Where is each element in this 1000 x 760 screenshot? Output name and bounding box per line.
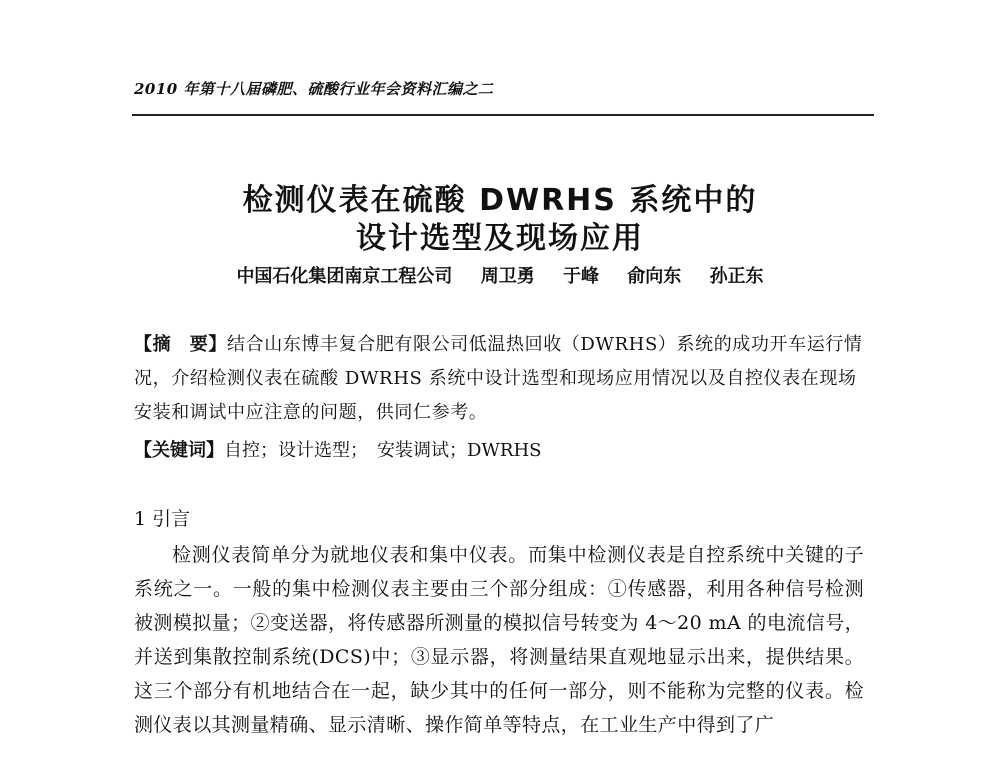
abstract bbox=[134, 328, 874, 430]
keywords-text: 自控；设计选型； 安装调试；DWRHS bbox=[224, 440, 542, 461]
abstract-label: 【摘 要】 bbox=[134, 334, 227, 355]
keywords-label: 【关键词】 bbox=[134, 440, 224, 461]
author-name: 于峰 bbox=[563, 266, 599, 287]
author-name: 俞向东 bbox=[627, 266, 682, 287]
author-name: 孙正东 bbox=[709, 266, 764, 287]
abstract-text: 结合山东博丰复合肥有限公司低温热回收（DWRHS）系统的成功开车运行情况，介绍检测仪表在硫酸 DWRHS 系统中设计选型和现场应用情况以及自控仪表在现场安装和调试中应注意的问题，供同仁参考。 bbox=[134, 334, 863, 423]
author-line bbox=[0, 262, 1000, 288]
author-name: 周卫勇 bbox=[480, 266, 535, 287]
paper-title-line-2: 设计选型及现场应用 bbox=[356, 221, 644, 256]
keywords bbox=[134, 434, 874, 468]
header-rule bbox=[132, 114, 874, 116]
section-heading: 1 引言 bbox=[134, 508, 191, 530]
author-affiliation: 中国石化集团南京工程公司 bbox=[236, 266, 453, 287]
body-paragraph: 检测仪表简单分为就地仪表和集中仪表。而集中检测仪表是自控系统中关键的子系统之一。一般的集中检测仪表主要由三个部分组成：①传感器，利用各种信号检测被测模拟量；②变送器，将传感器所测量的模拟信号转变为 4～20 mA 的电流信号，并送到集散控制系统(DCS)中；③显示器，将测量结果直观地显示出来，提供结果。这三个部分有机地结合在一起，缺少其中的任何一部分，则不能称为完整的仪表。检测仪表以其测量精确、显示清晰、操作简单等特点，在工业生产中得到了广 bbox=[134, 544, 864, 736]
running-header: 2010 年第十八届磷肥、硫酸行业年会资料汇编之二 bbox=[134, 80, 494, 98]
paper-title-line-1: 检测仪表在硫酸 DWRHS 系统中的 bbox=[242, 183, 758, 218]
